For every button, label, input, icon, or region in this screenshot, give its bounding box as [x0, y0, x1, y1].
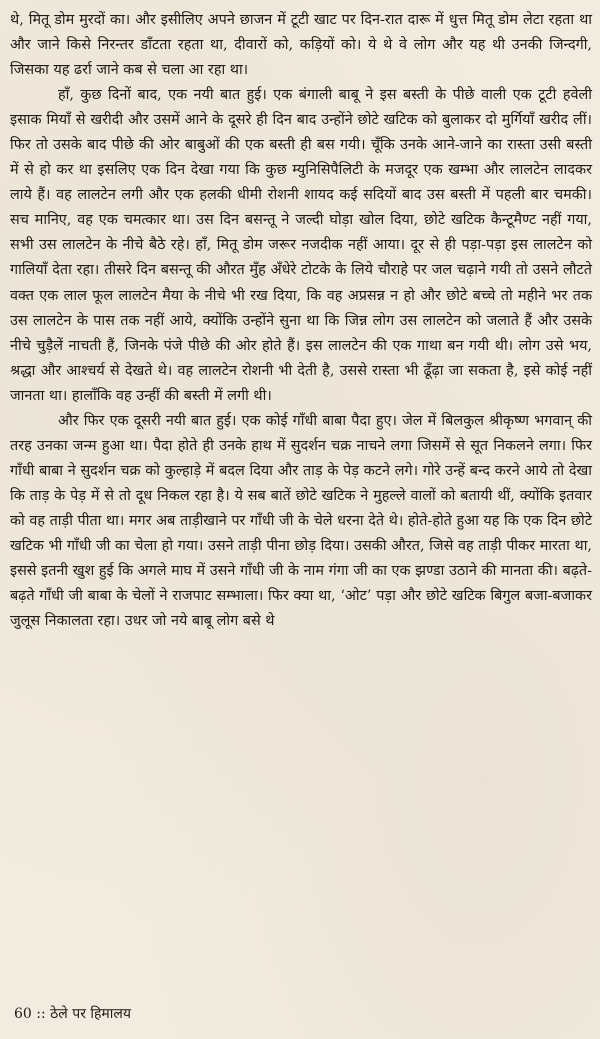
- page-footer: [14, 1004, 131, 1024]
- footer-separator: ::: [31, 1006, 51, 1022]
- paragraph-2: हाँ, कुछ दिनों बाद, एक नयी बात हुई। एक बंगाली बाबू ने इस बस्ती के पीछे वाली एक टूटी हवेली इसाक मियाँ से खरीदी और उसमें आने के दूसरे ही दिन बाद उन्होंने छोटे खटिक को बुलाकर दो मुर्गियाँ खरीद लीं। फिर तो उसके बाद पीछे की ओर बाबुओं की एक बस्ती ही बस गयी। चूँकि उनके आने-जाने का रास्ता उसी बस्ती में से हो कर था इसलिए एक दिन देखा गया कि कुछ म्युनिसिपैलिटी के मजदूर एक खम्भा और लालटेन लादकर लाये हैं। वह लालटेन लगी और एक हलकी धीमी रोशनी शायद कई सदियों बाद उस बस्ती में पहली बार चमकी। सच मानिए, वह एक चमत्कार था। उस दिन बसन्तू ने जल्दी घोड़ा खोल दिया, छोटे खटिक कैन्टूमैण्ट नहीं गया, सभी उस लालटेन के नीचे बैठे रहे। हाँ, मितू डोम जरूर नजदीक नहीं आया। दूर से ही पड़ा-पड़ा इस लालटेन को गालियाँ देता रहा। तीसरे दिन बसन्तू की औरत मुँह अँधेरे टोटके के लिये चौराहे पर जल चढ़ाने गयी तो उसने लौटते वक्त एक लाल फूल लालटेन मैया के नीचे भी रख दिया, कि वह अप्रसन्न न हो और छोटे बच्चे तो महीने भर तक उस लालटेन के पास तक नहीं आये, क्योंकि उन्होंने सुना था कि जिन्न लोग उस लालटेन को जलाते हैं और उसके नीचे चुड़ैलें नाचती हैं, जिनके पंजे पीछे की ओर होते हैं। इस लालटेन की एक गाथा बन गयी थी। लोग उसे भय, श्रद्धा और आश्चर्य से देखते थे। वह लालटेन रोशनी भी देती है, उससे रास्ता भी ढूँढ़ा जा सकता है, इसे कोई नहीं जानता था। हालाँकि वह उन्हीं की बस्ती में लगी थी।: [10, 87, 592, 404]
- body-text: [10, 8, 592, 634]
- paragraph-1: थे, मितू डोम मुरदों का। और इसीलिए अपने छाजन में टूटी खाट पर दिन-रात दारू में धुत्त मितू डोम लेटा रहता था और जाने किसे निरन्तर डाँटता रहता था, दीवारों को, कड़ियों को। ये थे वे लोग और यह थी उनकी जिन्दगी, जिसका यह ढर्रा जाने कब से चला आ रहा था।: [10, 12, 592, 79]
- book-title: ठेले पर हिमालय: [50, 1006, 132, 1022]
- paragraph-3: और फिर एक दूसरी नयी बात हुई। एक कोई गाँधी बाबा पैदा हुए। जेल में बिलकुल श्रीकृष्ण भगवान् की तरह उनका जन्म हुआ था। पैदा होते ही उनके हाथ में सुदर्शन चक्र नाचने लगा जिसमें से सूत निकलने लगा। फिर गाँधी बाबा ने सुदर्शन चक्र को कुल्हाड़े में बदल दिया और ताड़ के पेड़ कटने लगे। गोरे उन्हें बन्द करने आये तो देखा कि ताड़ के पेड़ में से तो दूध निकल रहा है। ये सब बातें छोटे खटिक ने मुहल्ले वालों को बतायी थीं, क्योंकि इतवार को वह ताड़ी पीता था। मगर अब ताड़ीखाने पर गाँधी जी के चेले धरना देते थे। होते-होते हुआ यह कि एक दिन छोटे खटिक भी गाँधी जी का चेला हो गया। उसने ताड़ी पीना छोड़ दिया। उसकी औरत, जिसे वह ताड़ी पीकर मारता था, इससे इतनी खुश हुई कि अगले माघ में उसने गाँधी जी के नाम गंगा जी का एक झण्डा उठाने की मानता की। बढ़ते-बढ़ते गाँधी जी बाबा के चेलों ने राजपाट सम्भाला। फिर क्या था, ‘ओट’ पड़ा और छोटे खटिक बिगुल बजा-बजाकर जुलूस निकालता रहा। उधर जो नये बाबू लोग बसे थे: [10, 412, 592, 630]
- page-number: 60: [14, 1006, 32, 1022]
